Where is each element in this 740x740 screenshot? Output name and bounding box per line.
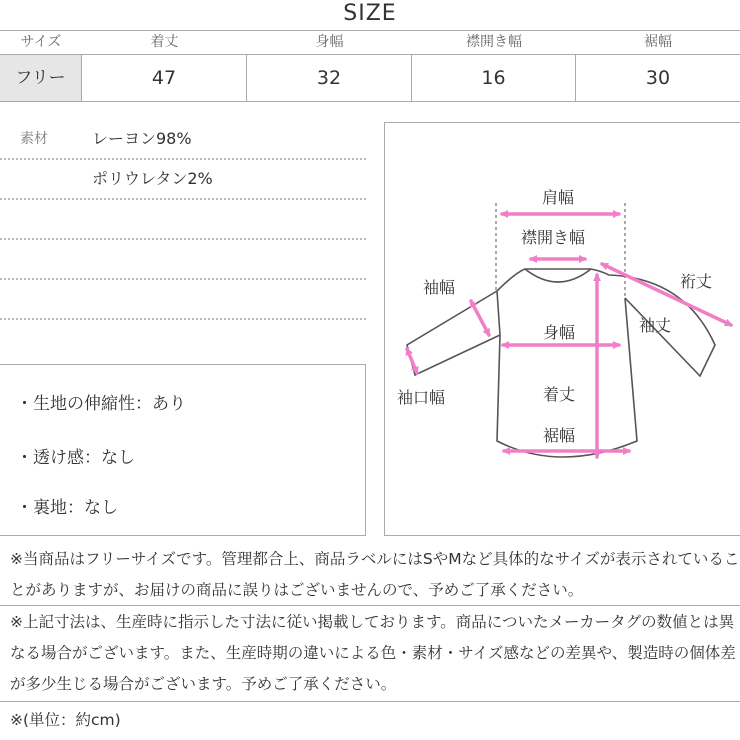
cell-hem-width: 30: [645, 67, 671, 89]
header-length: 着丈: [150, 34, 179, 50]
material-value: レーヨン98%: [92, 129, 192, 148]
cell-size: フリー: [0, 55, 82, 101]
label-sleeve-width: 袖幅: [423, 278, 456, 297]
material-value: ポリウレタン2%: [92, 169, 213, 188]
label-sleeve-length: 袖丈: [639, 316, 672, 335]
header-hem-width: 裾幅: [644, 34, 672, 50]
features-box: [0, 364, 366, 536]
label-neck-width: 襟開き幅: [521, 228, 586, 247]
header-body-width: 身幅: [315, 34, 344, 50]
header-size: サイズ: [20, 34, 62, 50]
size-table-header: [0, 30, 740, 54]
note-free-size: ※当商品はフリーサイズです。管理都合上、商品ラベルにはSやMなど具体的なサイズが表示されていることがありますが、お届けの商品に誤りはございませんので、予めご了承ください。: [10, 550, 740, 599]
note-measurement: ※上記寸法は、生産時に指示した寸法に従い掲載しております。商品についたメーカータグの数値とは異なる場合がございます。また、生産時期の違いによる色・素材・サイズ感などの差異や、製造時の個体差が多少生じる場合がございます。予めご了承ください。: [10, 613, 736, 693]
material-line: [0, 120, 366, 160]
label-yuki: 裄丈: [680, 272, 713, 291]
feature-stretch: ・生地の伸縮性：あり: [16, 394, 186, 414]
label-hem-width: 裾幅: [543, 426, 576, 445]
feature-sheer: ・透け感：なし: [16, 448, 135, 468]
material-line-empty: [0, 200, 366, 240]
label-shoulder: 肩幅: [542, 188, 575, 207]
material-line: [0, 160, 366, 200]
feature-lining: ・裏地：なし: [16, 498, 118, 518]
material-line-empty: [0, 240, 366, 280]
label-body-width: 身幅: [543, 323, 576, 342]
size-title: SIZE: [343, 1, 397, 26]
unit-note: ※(単位：約cm): [10, 711, 121, 729]
cell-body-width: 32: [247, 55, 412, 101]
header-neck-width: 襟開き幅: [466, 34, 522, 50]
size-table: [0, 30, 740, 102]
note-divider: [0, 701, 740, 702]
cell-length: 47: [82, 55, 247, 101]
material-label: 素材: [20, 131, 48, 147]
cell-neck-width: 16: [412, 55, 576, 101]
measurement-diagram: [384, 122, 740, 536]
material-line-empty: [0, 280, 366, 320]
label-cuff-width: 袖口幅: [397, 388, 446, 407]
label-length: 着丈: [543, 385, 576, 404]
note-divider: [0, 605, 740, 606]
size-table-row: [0, 54, 740, 102]
material-section: [0, 120, 366, 320]
